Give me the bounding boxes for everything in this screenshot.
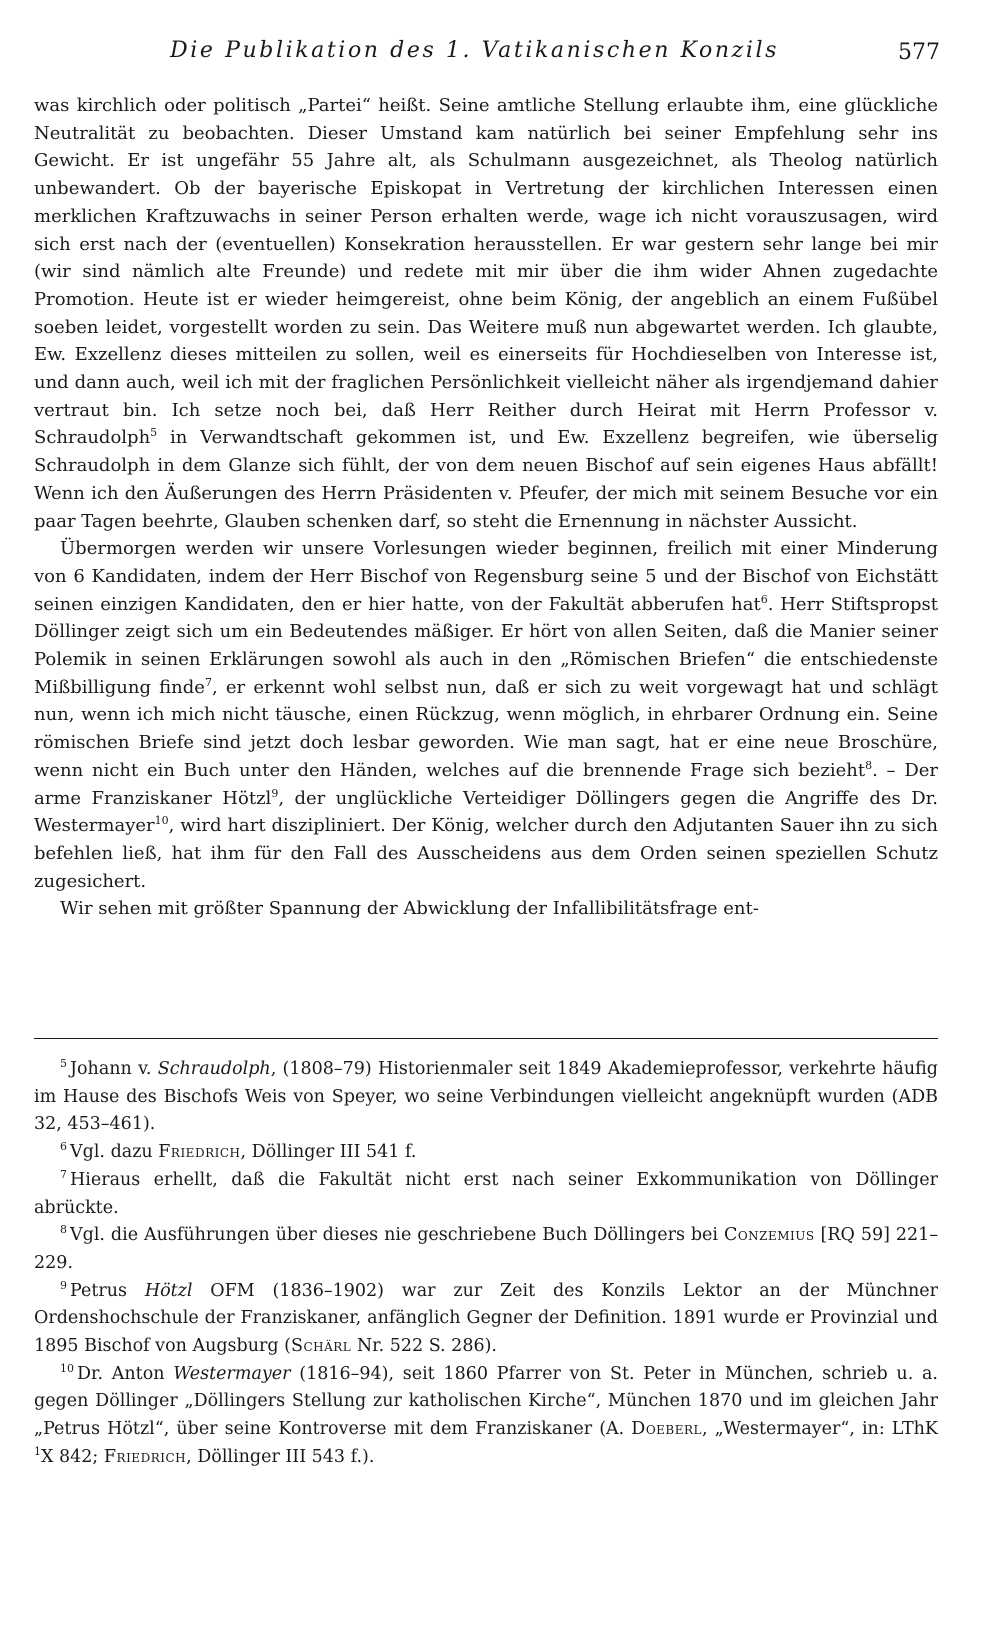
person-name: Westermayer (173, 1363, 291, 1384)
footnote-number: 9 (60, 1278, 67, 1292)
footnote-7 (34, 1167, 938, 1222)
text-run: in Verwandtschaft gekommen ist, und Ew. Exzellenz begreifen, wie überselig Schraudolph in dem Glanze sich fühlt, der von dem neuen Bischof auf sein eigenes Haus abfällt! Wenn ich den Äußerungen des Herrn Präsidenten v. Pfeufer, der mich mit seinem Besuche vor ein paar Tagen beehrte, Glauben schenken darf, so steht die Ernennung in nächster Aussicht. (34, 427, 938, 532)
text-run: Johann v. (70, 1059, 158, 1079)
text-run: , er erkennt wohl selbst nun, daß er sich zu weit vorgewagt hat und schlägt nun, wenn ich mich nicht täusche, einen Rückzug, wenn möglich, in ehrbarer Ordnung ein. Seine römischen Briefe sind jetzt doch lesbar geworden. Wie man sagt, hat er eine neue Broschüre, wenn nicht ein Buch unter den Händen, welches auf die brennende Frage sich bezieht (34, 676, 938, 781)
footnote-number: 10 (60, 1361, 74, 1375)
paragraph-3 (34, 895, 938, 923)
footnote-ref-6: 6 (760, 592, 768, 606)
text-run: Nr. 522 S. 286). (351, 1336, 497, 1357)
text-run: , Döllinger III 541 f. (240, 1142, 417, 1163)
page-header (160, 38, 940, 78)
footnote-ref-10: 10 (154, 814, 169, 828)
text-run: . – Der arme Franziskaner Hötzl (34, 759, 939, 809)
author-name: Friedrich (158, 1142, 241, 1163)
text-run: Vgl. die Ausführungen über dieses nie geschriebene Buch Döllingers bei (70, 1225, 724, 1246)
footnote-8 (34, 1222, 938, 1277)
text-run: , Döllinger III 543 f.). (186, 1446, 375, 1467)
text-run: OFM (1836–1902) war zur Zeit des Konzils Lektor an der Münchner Ordenshochschule der Franziskaner, anfänglich Gegner der Definition. 1891 wurde er Provinzial und 1895 Bischof von Augsburg ( (34, 1280, 939, 1357)
text-run: Hieraus erhellt, daß die Fakultät nicht erst nach seiner Exkommunikation von Döllinger abrückte. (34, 1169, 938, 1218)
text-run: . Herr Stiftspropst Döllinger zeigt sich um ein Bedeutendes mäßiger. Er hört von allen Seiten, daß die Manier seiner Polemik in seinen Erklärungen sowohl als auch in den „Römischen Briefen“ die entschiedenste Mißbilligung finde (34, 593, 939, 698)
text-run: , (1808–79) Historienmaler seit 1849 Akademieprofessor, verkehrte häufig im Hause des Bischofs Weis von Speyer, wo seine Verbindungen vielleicht angeknüpft wurden (ADB 32, 453–461). (34, 1059, 938, 1135)
paragraph-1 (34, 92, 938, 535)
person-name: Hötzl (144, 1280, 193, 1301)
edition-superscript: 1 (34, 1445, 41, 1459)
text-run: , wird hart diszipliniert. Der König, welcher durch den Adjutanten Sauer ihn zu sich befehlen ließ, hat ihm für den Fall des Ausscheidens aus dem Orden seinen speziellen Schutz zugesichert. (34, 815, 938, 892)
footnote-5 (34, 1056, 938, 1139)
text-run: (1816–94), seit 1860 Pfarrer von St. Peter in München, schrieb u. a. gegen Döllinger „Döllingers Stellung zur katholischen Kirche“, München 1870 und im gleichen Jahr „Petrus Hötzl“, über seine Kontroverse mit dem Franziskaner (A. (34, 1363, 938, 1440)
running-head: Die Publikation des 1. Vatikanischen Konzils (170, 38, 780, 63)
author-name: Conzemius (723, 1225, 815, 1246)
text-run: Wir sehen mit größter Spannung der Abwicklung der Infallibilitätsfrage ent- (60, 898, 759, 920)
author-name: Doeberl (631, 1419, 703, 1440)
text-run: Vgl. dazu (70, 1142, 159, 1163)
text-run: Dr. Anton (77, 1363, 174, 1384)
text-run: , „Westermayer“, in: LThK (702, 1419, 938, 1440)
author-name: Schärl (290, 1336, 352, 1357)
author-name: Friedrich (103, 1446, 187, 1467)
footnote-10 (34, 1361, 938, 1472)
person-name: Schraudolph (157, 1059, 271, 1079)
footnote-number: 7 (60, 1167, 67, 1181)
main-text (34, 92, 938, 923)
text-run: , der unglückliche Verteidiger Döllingers gegen die Angriffe des Dr. Westermayer (34, 787, 938, 837)
paragraph-2 (34, 535, 938, 895)
footnote-number: 5 (60, 1057, 67, 1071)
footnote-divider (34, 1038, 938, 1039)
text-run: Petrus (70, 1280, 145, 1301)
text-run: Übermorgen werden wir unsere Vorlesungen wieder beginnen, freilich mit einer Minderung von 6 Kandidaten, indem der Herr Bischof von Regensburg seine 5 und der Bischof von Eichstätt seinen einzigen Kandidaten, den er hier hatte, von der Fakultät abberufen hat (34, 538, 938, 615)
text-run: [RQ 59] 221–229. (34, 1225, 938, 1273)
footnote-9 (34, 1278, 938, 1361)
footnote-number: 8 (60, 1223, 67, 1237)
footnotes (34, 1056, 938, 1472)
page-number: 577 (898, 40, 940, 65)
footnote-ref-9: 9 (271, 786, 279, 800)
footnote-ref-5: 5 (150, 426, 158, 440)
footnote-ref-8: 8 (865, 758, 873, 772)
footnote-ref-7: 7 (204, 675, 212, 689)
footnote-number: 6 (60, 1140, 67, 1154)
footnote-6 (34, 1139, 938, 1167)
text-run: was kirchlich oder politisch „Partei“ heißt. Seine amtliche Stellung erlaubte ihm, eine glückliche Neutralität zu beobachten. Dieser Umstand kam natürlich bei seiner Empfehlung sehr ins Gewicht. Er ist ungefähr 55 Jahre alt, als Schulmann ausgezeichnet, als Theolog natürlich unbewandert. Ob der bayerische Episkopat in Vertretung der kirchlichen Interessen einen merklichen Kraftzuwachs in seiner Person erhalten werde, wage ich nicht vorauszusagen, wird sich erst nach der (eventuellen) Konsekration herausstellen. Er war gestern sehr lange bei mir (wir sind nämlich alte Freunde) und redete mit mir über die ihm wider Ahnen zugedachte Promotion. Heute ist er wieder heimgereist, ohne beim König, der angeblich an einem Fußübel soeben leidet, vorgestellt worden zu sein. Das Weitere muß nun abgewartet werden. Ich glaubte, Ew. Exzellenz dieses mitteilen zu sollen, weil es einerseits für Hochdieselben von Interesse ist, und dann auch, weil ich mit der fraglichen Persönlichkeit vielleicht näher als irgendjemand dahier vertraut bin. Ich setze noch bei, daß Herr Reither durch Heirat mit Herrn Professor v. Schraudolph (34, 95, 938, 449)
text-run: X 842; (41, 1446, 104, 1467)
